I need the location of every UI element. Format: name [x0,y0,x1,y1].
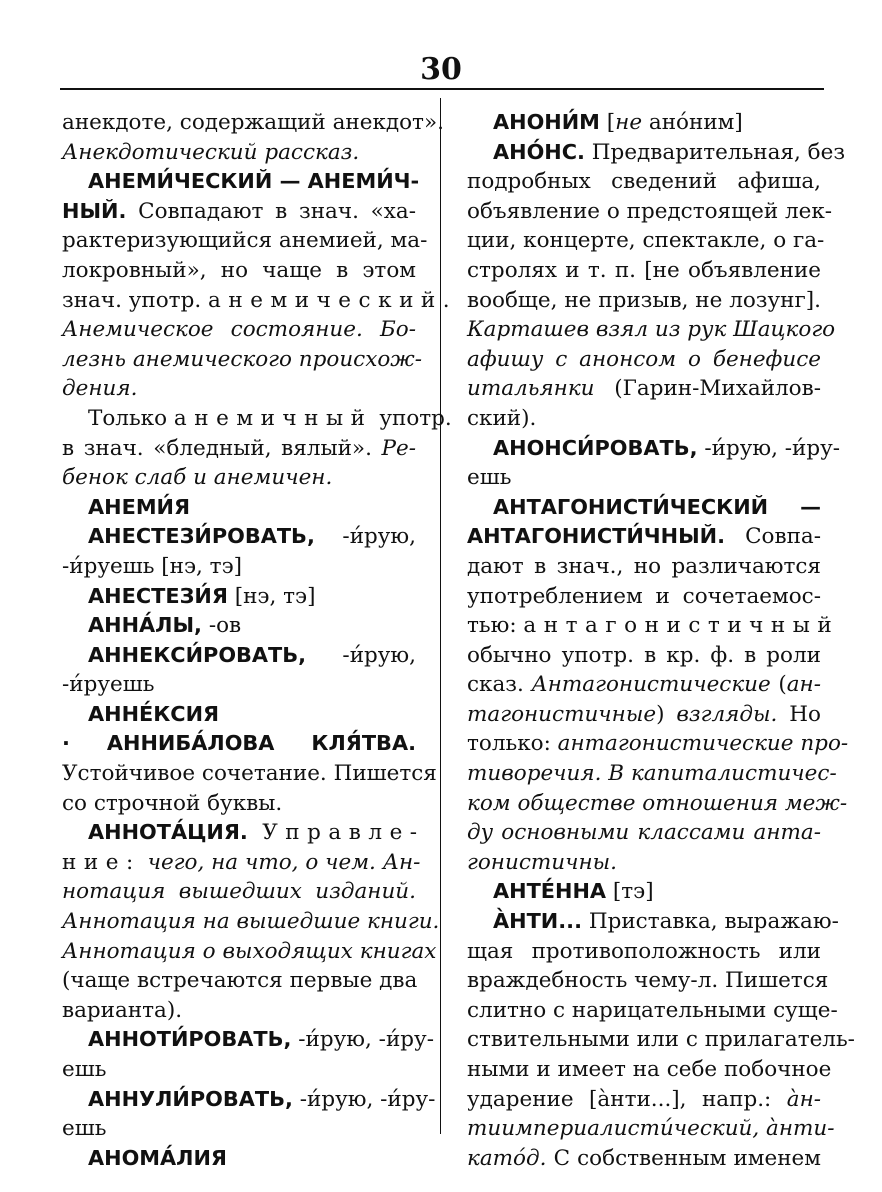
text-line [62,256,416,286]
example-text: чего, на что, о чем. Ан- [140,849,421,875]
body-text: Приставка, выражаю- [582,909,839,935]
text-line [62,611,416,641]
text-line [62,374,416,404]
example-text: Ре- [381,435,416,461]
text-line [62,1085,436,1115]
body-text: Только [88,405,174,431]
body-text: анекдоте, содержащий анекдот». [62,110,444,135]
headword: АННУЛИ́РОВАТЬ, [88,1086,293,1111]
text-line [467,374,821,404]
text-line [467,1055,832,1085]
body-text: [тэ] [606,879,654,905]
body-text: -и́рую, [314,524,416,550]
text-line [62,522,416,552]
example-text: Аннотация на вышедшие книги. [62,909,440,935]
body-text: щая противоположность или [467,938,821,964]
text-line [467,434,841,464]
text-line [467,582,821,612]
headword: АНЕСТЕЗИ́РОВАТЬ, [88,524,315,549]
text-line [62,1025,434,1055]
text-line [62,670,416,700]
body-text: в знач. «бледный, вялый». [62,435,382,461]
body-text: Но [777,701,821,727]
text-line [62,434,416,464]
column-divider [440,98,441,1134]
headword: АНТАГОНИСТИ́ЧНЫЙ. [467,524,726,549]
text-line [62,1144,416,1174]
text-line [467,108,821,138]
headword: АНО́НС. [493,139,585,164]
text-line [62,286,458,316]
text-line [467,197,833,227]
body-text: ударение [а̀нти...], напр.: [467,1086,787,1112]
text-line [62,641,416,671]
example-text: бенок слаб и анемичен. [62,465,333,491]
text-line [467,937,821,967]
body-text: со строчной буквы. [62,790,283,816]
body-text: варианта). [62,997,183,1023]
text-line [62,700,416,730]
example-text: антагонистические про- [557,731,849,757]
text-line [467,907,839,937]
example-text: Анекдотический рассказ. [62,139,360,165]
example-text: ан- [786,672,821,698]
text-line [467,286,821,316]
headword: АНОМА́ЛИЯ [88,1145,227,1170]
text-line [467,789,848,819]
text-line [62,937,437,967]
body-text: слитно с нарицательными суще- [467,997,838,1023]
example-text: Аннотация о выходящих книгах [62,938,437,964]
body-text: анемический. [208,287,458,313]
text-line [62,404,452,434]
body-text: рактеризующийся анемией, ма- [62,228,428,254]
body-text: объявление о предстоящей лек- [467,198,833,224]
example-text: тагонистичные [467,701,657,727]
text-line [62,493,416,523]
example-text: нотация вышедших изданий. [62,879,416,905]
text-line [62,789,416,819]
text-line [62,848,421,878]
body-text: употр. [372,405,452,431]
text-line [62,907,440,937]
text-line [62,138,416,168]
text-line [62,552,416,582]
body-text: Предварительная, без [584,139,846,165]
body-text: -и́рую, -и́ру- [697,435,841,461]
example-text: не [615,110,643,135]
body-text: враждебность чему-л. Пишется [467,968,829,994]
text-line [467,493,821,523]
body-text: [ [599,110,616,135]
text-line [62,759,437,789]
text-line [467,463,821,493]
text-line [62,1114,416,1144]
example-text: а̀н- [786,1086,821,1112]
headword: АННОТИ́РОВАТЬ, [88,1027,292,1052]
example-text: Анемическое состояние. Бо- [62,317,416,343]
body-text: ствительными или с прилагатель- [467,1027,855,1053]
body-text: ние: [62,849,141,875]
body-text: Устойчивое сочетание. Пишется [62,761,437,787]
header-rule [60,88,824,90]
text-line [467,729,849,759]
text-line [467,522,821,552]
body-text: употреблением и сочетаемос- [467,583,821,609]
headword: АНОНСИ́РОВАТЬ, [493,435,698,460]
text-line [62,818,425,848]
body-text: ешь [467,465,512,491]
headword: АННА́ЛЫ, [88,613,202,638]
text-line [467,315,836,345]
body-text: Совпадают в знач. «ха- [126,198,416,224]
body-text: только: [467,731,558,757]
text-line [62,197,416,227]
body-text: -и́рую, -и́ру- [291,1027,434,1053]
body-text: Совпа- [725,524,821,550]
example-text: Антагонистические [531,672,771,698]
headword: АНТАГОНИСТИ́ЧЕСКИЙ — [493,494,821,519]
text-line [467,1144,821,1174]
text-line [467,256,821,286]
example-text: ду основными классами анта- [467,820,821,846]
body-text: -и́рую, -и́ру- [292,1086,436,1112]
text-line [467,700,821,730]
body-text: ( [770,672,787,698]
text-line [62,1055,416,1085]
text-line [62,966,416,996]
text-line [467,877,821,907]
body-text: вообще, не призыв, не лозунг]. [467,287,821,313]
body-text: -и́руешь [62,672,155,698]
text-line [62,315,416,345]
text-line [467,1085,821,1115]
headword: АНЕМИ́ЧЕСКИЙ — АНЕМИ́Ч- [88,169,420,194]
text-line [62,582,416,612]
text-line [467,345,821,375]
example-text: тиворечия. В капиталистичес- [467,761,837,787]
text-line [62,167,420,197]
text-line [467,818,821,848]
headword: · АННИБА́ЛОВА КЛЯ́ТВА. [62,731,416,756]
example-text: Карташев взял из рук Шацкого [467,317,836,343]
headword: АНТЕ́ННА [493,879,607,904]
text-line [467,641,821,671]
body-text: -и́руешь [нэ, тэ] [62,553,243,579]
text-line [467,670,821,700]
body-text: ) [656,701,677,727]
page-number: 30 [420,52,462,87]
text-line [467,138,846,168]
body-text: -ов [201,613,242,639]
body-text: обычно употр. в кр. ф. в роли [467,642,821,668]
body-text: анемичный [173,405,373,431]
text-line [467,1025,855,1055]
body-text: сказ. [467,672,532,698]
headword: АНЕМИ́Я [88,494,191,519]
text-line [467,759,837,789]
body-text: (Гарин-Михайлов- [594,376,821,402]
text-line [62,877,416,907]
body-text: [нэ, тэ] [227,583,316,609]
text-line [467,1114,835,1144]
headword: АННЕ́КСИЯ [88,701,220,726]
body-text: дают в знач., но различаются [467,553,821,579]
example-text: гонистичны. [467,849,617,875]
example-text: лезнь анемического происхож- [62,346,422,372]
body-text: (чаще встречаются первые два [62,968,418,994]
text-line [467,167,821,197]
text-line [467,848,821,878]
text-line [467,552,821,582]
text-line [467,966,829,996]
headword: АННЕКСИ́РОВАТЬ, [88,642,307,667]
text-line [62,729,416,759]
headword: А̀НТИ... [493,909,582,934]
text-line [62,996,416,1026]
body-text: Управле- [247,820,425,846]
left-column [62,108,458,1173]
body-text: ано́ним] [642,110,743,135]
headword: АНЕСТЕЗИ́Я [88,583,228,608]
body-text: ешь [62,1116,107,1142]
body-text: антагонистичный [523,613,840,639]
example-text: като́д. [467,1145,547,1171]
text-line [467,404,821,434]
example-text: афишу с анонсом о бенефисе [467,346,821,372]
text-line [62,463,416,493]
body-text: С собственным именем [546,1145,821,1171]
text-line [62,108,444,138]
headword: НЫЙ. [62,198,127,223]
body-text: тью: [467,613,524,639]
body-text: -и́рую, [306,642,416,668]
body-text: стролях и т. п. [не объявление [467,257,821,283]
text-line [62,226,428,256]
body-text: подробных сведений афиша, [467,169,821,195]
body-text: ский). [467,405,537,431]
example-text: тиимпериалисти́ческий, а̀нти- [467,1116,835,1142]
text-line [467,996,838,1026]
text-line [467,611,840,641]
right-column [467,108,855,1173]
body-text: ными и имеет на себе побочное [467,1057,832,1082]
headword: АНОНИ́М [493,110,600,134]
headword: АННОТА́ЦИЯ. [88,820,248,845]
body-text: ции, концерте, спектакле, о га- [467,228,825,254]
body-text: ешь [62,1057,107,1082]
body-text: знач. употр. [62,287,209,313]
example-text: дения. [62,376,138,402]
text-line [467,226,825,256]
body-text: локровный», но чаще в этом [62,257,416,283]
example-text: взгляды. [676,701,778,727]
text-line [62,345,422,375]
example-text: ком обществе отношения меж- [467,790,848,816]
example-text: итальянки [467,376,595,402]
